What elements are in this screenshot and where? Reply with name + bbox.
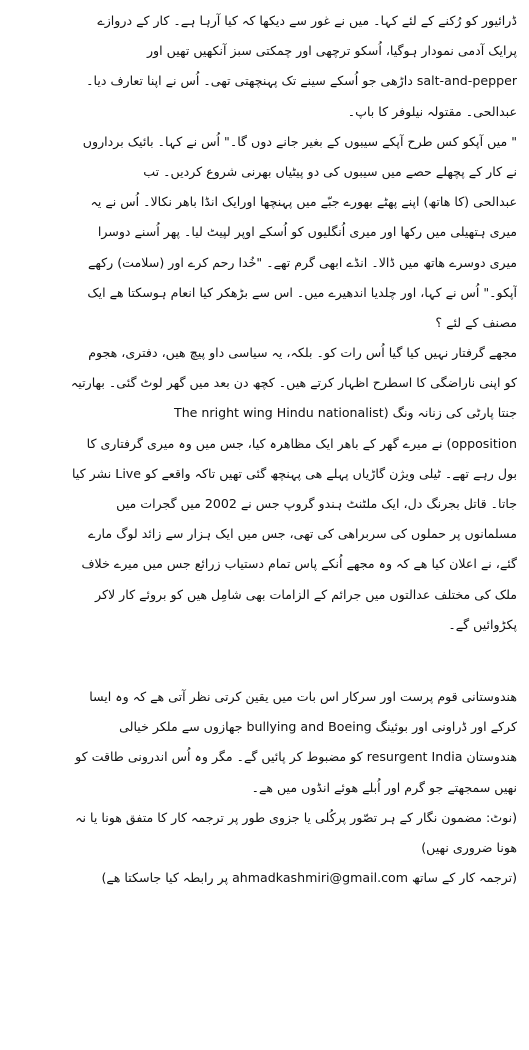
text-line: مجھے گرفتار نہیں کیا گیا اُس رات کو۔ بلکہ، یہ سیاسی داو پیچ ھیں، دفتری، ھجوم xyxy=(88,345,517,361)
paragraph-2 xyxy=(12,338,517,640)
text-line: salt-and-pepper داڑھی جو اُسکے سینے تک پہنچھتی تھی۔ اُس نے اپنا تعارف دیا۔ xyxy=(86,73,517,89)
translator-note: (نوٹ: مضمون نگار کے ہر تصّور پرکُلی یا جزوی طور پر ترجمہ کار کا متفق ھونا یا نہ xyxy=(75,809,517,825)
text-line: بول رہے تھے۔ ٹیلی ویژن گاڑیاں پہلے ھی پہنچھ گئی تھیں تاکہ واقعے کو Live نشر کیا xyxy=(71,465,517,481)
text-line: جنتا پارٹی کی زنانہ ونگ (The nright wing Hindu nationalist xyxy=(174,405,517,421)
translator-contact: (ترجمہ کار کے ساتھ ahmadkashmiri@gmail.com پر رابطہ کیا جاسکتا ھے) xyxy=(101,870,517,886)
text-line: کو اپنی ناراضگی کا اسطرح اظہار کرتے ھیں۔ کچھ دن بعد میں گھر لوٹ گئی۔ بھارتیہ xyxy=(70,375,517,391)
text-line: میری دوسرے ھاتھ میں ڈالا۔ انڈے ابھی گرم تھے۔ "خُدا رحم کرے اور (سلامت) رکھے xyxy=(87,254,517,270)
text-line: ھندوستانی قوم پرست اور سرکار اس بات میں یقین کرتی نظر آتی ھے کہ وہ ایسا xyxy=(89,688,517,704)
text-line: ڈرائیور کو رُکنے کے لئے کہا۔ میں نے غور سے دیکھا کہ کیا آرہا ہے۔ کار کے دروازے xyxy=(97,13,517,28)
text-line: ھندوستان resurgent India کو مضبوط کر پائیں گے۔ مگر وہ اُس اندرونی طاقت کو xyxy=(75,749,517,765)
text-line: " میں آپکو کس طرح آپکے سیبوں کے بغیر جانے دوں گا۔" اُس نے کہا۔ بائیک برداروں xyxy=(82,133,517,149)
text-line: مسلمانوں پر حملوں کی سربراھی کی تھی، جس میں ایک ہزار سے زائد لوگ مارے xyxy=(88,526,517,542)
text-line: پکڑوائیں گے۔ xyxy=(448,616,517,632)
paragraph-spacer xyxy=(12,640,517,682)
text-line: نے کار کے پچھلے حصے میں سیبوں کی دو پیٹیاں بھرنی شروع کردیں۔ تب xyxy=(143,163,517,179)
text-line: مصنف کے لئے ؟ xyxy=(435,314,517,330)
text-line: opposition) نے میرے گھر کے باھر ایک مظاھرہ کیا، جس میں وہ میری گرفتاری کا xyxy=(86,435,517,451)
translator-note: ھونا ضروری نھیں) xyxy=(421,839,517,855)
text-line: جاتا۔ قاتل بجرنگ دل، ایک ملٹنٹ ہندو گروپ جس نے 2002 میں گجرات میں xyxy=(116,496,517,511)
text-line: کرکے اور ڈراونی اور بوئینگ bullying and Boeing جھازوں سے ملکر خیالی xyxy=(119,719,517,735)
text-line: عبدالحی۔ مقتولہ نیلوفر کا باپ۔ xyxy=(347,103,517,119)
text-line: نھیں سمجھتے جو گرم اور اُبلے ھوئے انڈوں میں ھے۔ xyxy=(251,779,517,795)
paragraph-1 xyxy=(12,6,517,338)
text-line: گئے، نے اعلان کیا ھے کہ وہ مجھے اُنکے پاس تمام دستیاب زرائع جس میں میرے خلاف xyxy=(81,556,517,572)
text-line: میری ہتھیلی میں رکھا اور میری اُنگلیوں کو اُسکے اوپر لپیٹ لیا۔ پھر اُسنے دوسرا xyxy=(97,224,517,240)
paragraph-3 xyxy=(12,682,517,893)
text-line: ملک کی مختلف عدالتوں میں جرائم کے الزامات بھی شامِل ھیں کو بروئے کار لاکر xyxy=(95,586,517,602)
text-line: آپکو۔" اُس نے کہا، اور چلدیا اندھیرے میں۔ اس سے بڑھکر کیا انعام ہوسکتا ھے ایک xyxy=(87,284,517,300)
text-line: عبدالحی (کا ھاتھ) اپنے پھٹے بھورے جبّے میں پہنچھا اورایک انڈا باھر نکالا۔ اُس نے یہ xyxy=(90,194,517,210)
text-line: پرایک آدمی نمودار ہوگیا، اُسکو ترچھی اور چمکتی سبز آنکھیں تھیں اور xyxy=(146,43,517,59)
